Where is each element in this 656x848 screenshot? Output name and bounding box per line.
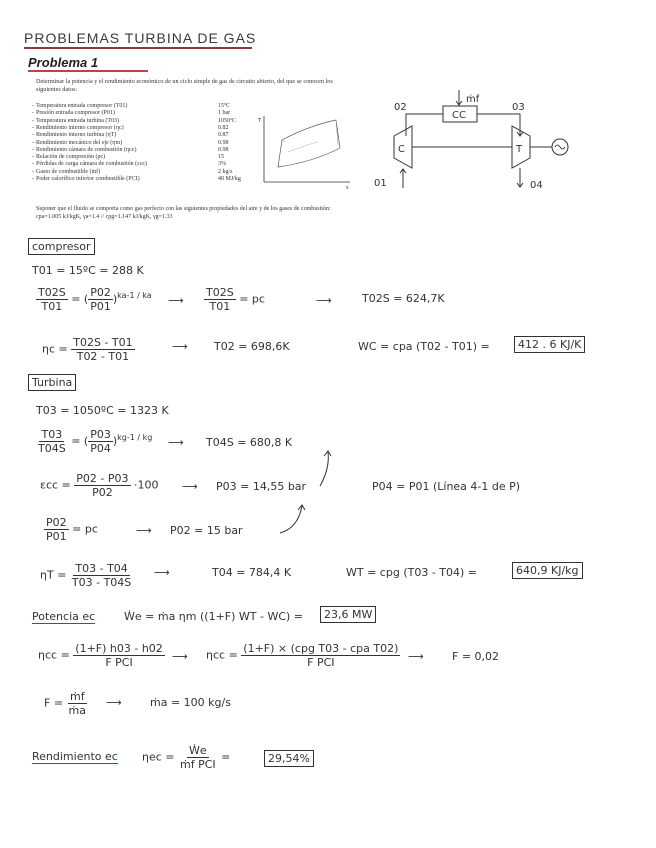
data-item-label: Temperatura entrada compresor (T01) (36, 103, 128, 109)
turbina-t04s-result: T04S = 680,8 K (206, 436, 293, 449)
label-01: 01 (374, 178, 387, 189)
ts-cycle (278, 120, 340, 167)
rendimiento-result: 29,54% (264, 750, 314, 767)
compressor-label: C (398, 144, 405, 155)
problem-underline (28, 70, 148, 72)
turbina-wt-eq: WT = cpg (T03 - T04) = (346, 566, 478, 579)
page-title: PROBLEMAS TURBINA DE GAS (24, 30, 257, 46)
title-underline (24, 47, 252, 49)
data-item-label: Rendimiento mecánico del eje (ηm) (36, 139, 123, 146)
cc-label: CC (452, 110, 466, 121)
ncc-eq: ηcc = $\frac{(1+F) h03 - h02}{\text{F PCI}}$ (38, 642, 163, 669)
bullet: - (32, 132, 34, 139)
bullet: - (32, 154, 34, 161)
data-item-label: Pérdidas de carga cámara de combustión (εcc) (36, 161, 148, 168)
data-item-label: Rendimiento interno turbina (ηT) (36, 132, 117, 139)
compresor-wc-result: 412 . 6 KJ/K (514, 336, 585, 353)
turbina-isentropic-eq: $\frac{T03}{T04S}$ = ( $\frac{P03}{P04}$ )$^{kg-1 / kg}$ (38, 428, 153, 455)
turbina-pressure-loss-eq: εcc = $\frac{P02 - P03}{P02}$ ·100 (40, 472, 159, 499)
problem-statement: Determinar la potencia y el rendimiento económico de un ciclo simple de gas de circuito abierto, del que se conocen los siguientes datos: (36, 78, 333, 93)
turbina-efficiency-eq: ηT = $\frac{T03 - T04}{T03 - T04S}$ (40, 562, 132, 589)
data-item-value: 3% (218, 161, 226, 168)
section-rendimiento: Rendimiento ec (32, 750, 118, 763)
turbina-p02-result: P02 = 15 bar (170, 524, 243, 537)
ma-result: ṁa = 100 kg/s (150, 696, 231, 709)
bullet: - (32, 139, 34, 146)
data-item-value: 15ºC (218, 103, 230, 109)
data-item-label: Relación de compresión (pc) (36, 154, 106, 161)
label-mf: ṁf (466, 94, 480, 105)
section-compresor: compresor (28, 238, 95, 255)
section-turbina: Turbina (28, 374, 76, 391)
bullet: - (32, 168, 34, 175)
data-item-label: Gasto de combustible (ṁf) (36, 168, 101, 175)
label-04: 04 (530, 180, 543, 191)
section-potencia: Potencia ec (32, 610, 96, 623)
data-item-value: 1050ºC (218, 117, 236, 124)
bullet: - (32, 103, 34, 109)
data-item-value: 0.98 (218, 139, 229, 146)
data-item-value: 15 (218, 154, 224, 161)
turbina-p03-result: P03 = 14,55 bar (216, 480, 307, 493)
ts-t-label: T (258, 118, 262, 124)
bullet: - (32, 176, 34, 182)
turbina-p04-note: P04 = P01 (Línea 4-1 de P) (372, 480, 521, 493)
ts-s-label: s (346, 185, 349, 190)
bullet: - (32, 161, 34, 168)
turbina-t04-result: T04 = 784,4 K (212, 566, 292, 579)
label-03: 03 (512, 102, 525, 113)
data-item-label: Rendimiento cámara de combustión (ηcc) (36, 146, 137, 153)
turbina-wt-result: 640,9 KJ/kg (512, 562, 583, 579)
compresor-wc-eq: WC = cpa (T02 - T01) = (358, 340, 490, 353)
data-item-value: 0.82 (218, 124, 229, 131)
data-item-value: 0.98 (218, 146, 229, 153)
turbine-label: T (516, 144, 523, 155)
ncc-expanded-eq: ηcc = $\frac{\text{(1+F) × (cpg T03 - cpa T02)}}{\text{F PCI}}$ (206, 642, 399, 669)
turbina-pressure-ratio-eq: $\frac{P02}{P01}$ = pc (46, 516, 98, 543)
potencia-result: 23,6 MW (320, 606, 376, 623)
compresor-efficiency-eq: ηc = $\frac{T02S - T01}{T02 - T01}$ (42, 336, 133, 363)
f-eq: F = $\frac{\text{ṁf}}{\text{ṁa}}$ (44, 690, 87, 717)
potencia-eq: Ẇe = ṁa ηm ((1+F) WT - WC) = (124, 610, 304, 623)
bullet: - (32, 110, 34, 117)
rendimiento-eq: ηec = $\frac{\text{Ẇe}}{\text{ṁf PCI}}$ = (142, 744, 231, 771)
data-item-label: Poder calorífico inferior combustible (PCI) (36, 176, 140, 182)
compresor-isentropic-eq: $\frac{T02S}{T01}$ = ( $\frac{P02}{P01}$ )$^{ka-1 / ka}$ (38, 286, 152, 313)
label-02: 02 (394, 102, 407, 113)
f-result: F = 0,02 (452, 650, 500, 663)
data-item-value: 1 bar (218, 110, 231, 117)
cycle-schematic (370, 88, 580, 198)
assumptions-text: Suponer que el fluido se comporta como gas perfecto con las siguientes propiedades del aire y de los gases de combustión: cpa=1.005 kJ/kgK, γa=1.4 // cpg=1.147 kJ/kgK, γg=1.33 (36, 206, 331, 220)
data-item-value: 40 MJ/kg (218, 176, 241, 182)
data-item-label: Presión entrada compresor (P01) (36, 110, 115, 117)
bullet: - (32, 124, 34, 131)
data-item-label: Temperatura entrada turbina (T03) (36, 117, 120, 124)
compresor-line-1: T01 = 15ºC = 288 K (32, 264, 144, 277)
data-item-label: Rendimiento interno compresor (ηc) (36, 124, 124, 131)
turbina-line-1: T03 = 1050ºC = 1323 K (36, 404, 169, 417)
curved-arrows (270, 448, 340, 538)
bullet: - (32, 117, 34, 124)
compresor-ratio-eq: $\frac{T02S}{T01}$ = pc (206, 286, 265, 313)
problem-title: Problema 1 (28, 55, 99, 70)
data-item-value: 2 kg/s (218, 168, 233, 175)
data-item-value: 0.87 (218, 132, 229, 139)
compresor-t02s-result: T02S = 624,7K (362, 292, 445, 305)
compresor-t02-result: T02 = 698,6K (214, 340, 290, 353)
bullet: - (32, 146, 34, 153)
ts-diagram (258, 112, 358, 190)
